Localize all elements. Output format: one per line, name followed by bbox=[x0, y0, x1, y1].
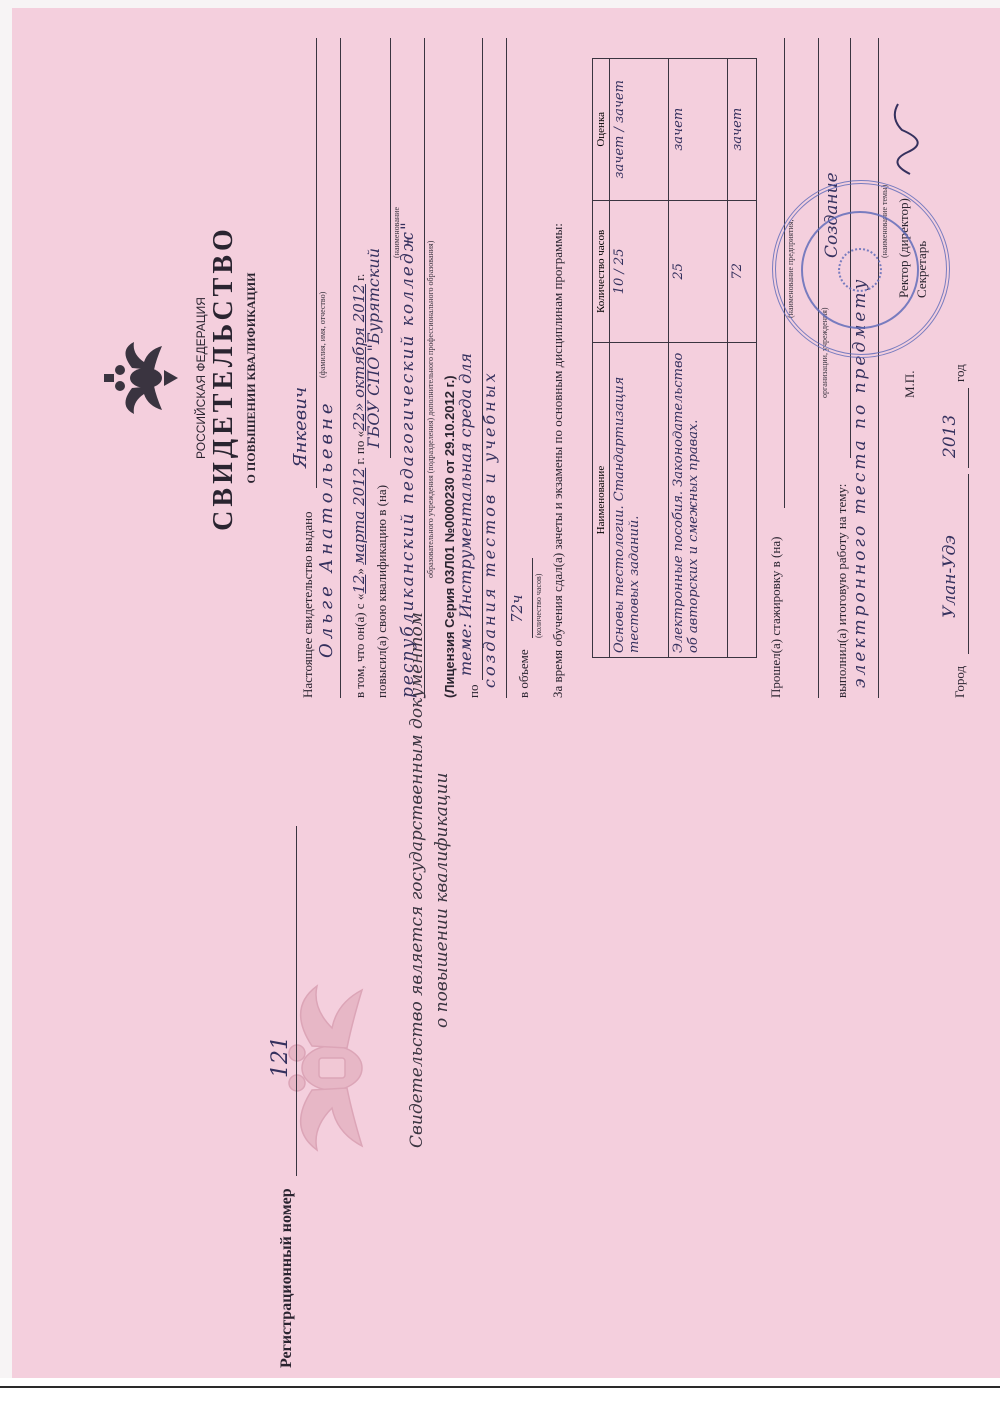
registration bbox=[268, 808, 314, 1368]
institution-part2: республиканский педагогический колледж" bbox=[398, 220, 418, 698]
discipline-name bbox=[728, 343, 757, 658]
city-label: Город bbox=[952, 665, 967, 698]
discipline-grade: зачет / зачет bbox=[610, 59, 669, 201]
topic-line-1: теме: Инструментальная среда для bbox=[456, 353, 475, 676]
to-day: 22 bbox=[350, 411, 368, 431]
scan-bottom-edge bbox=[0, 1378, 1000, 1414]
col-name-header: Наименование bbox=[593, 343, 610, 658]
final-work-label: выполнил(а) итоговую работу на тему: bbox=[834, 483, 849, 698]
signature-icon bbox=[880, 98, 920, 178]
discipline-grade: зачет bbox=[728, 59, 757, 201]
table-header-row bbox=[593, 59, 610, 658]
enterprise-hint: (наименование предприятия, bbox=[786, 219, 795, 318]
right-panel bbox=[194, 18, 992, 698]
discipline-name: Основы тестологии. Стандартизация тестовых заданий. bbox=[610, 343, 669, 658]
table-row bbox=[669, 59, 728, 658]
statement-line-2: о повышении квалификации bbox=[432, 772, 452, 1028]
discipline-name: Электронные пособия. Законодательство об авторских и смежных правах. bbox=[669, 343, 728, 658]
registration-number: 121 bbox=[268, 1036, 293, 1078]
table-row bbox=[728, 59, 757, 658]
discipline-hours: 10 / 25 bbox=[610, 200, 669, 343]
exams-text: За время обучения сдал(а) зачеты и экзамены по основным дисциплинам программы: bbox=[550, 223, 565, 698]
final-work-line-1: Создание bbox=[822, 172, 842, 258]
dates-prefix: в том, что он(а) с « bbox=[352, 593, 367, 698]
first-name-patronymic: Ольге Анатольевне bbox=[316, 399, 337, 658]
document-title: СВИДЕТЕЛЬСТВО bbox=[208, 225, 239, 531]
org-hint: организации, учреждения) bbox=[820, 307, 829, 398]
col-grade-header: Оценка bbox=[593, 59, 610, 201]
secretary-label: Секретарь bbox=[914, 240, 929, 298]
discipline-hours: 72 bbox=[728, 200, 757, 343]
license: (Лицензия Серия 03Л01 №0000230 от 29.10.2012 г.) bbox=[442, 375, 457, 698]
registration-label: Регистрационный номер bbox=[278, 1188, 295, 1368]
issued-to-label: Настоящее свидетельство выдано bbox=[300, 511, 315, 698]
fio-hint: (фамилия, имя, отчество) bbox=[318, 291, 327, 378]
topic-hint: (наименование темы) bbox=[880, 184, 889, 258]
discipline-grade: зачет bbox=[669, 59, 728, 201]
raised-label: повысил(а) свою квалификацию в (на) bbox=[374, 484, 389, 698]
year-suffix-1: г. по « bbox=[352, 430, 367, 465]
topic-label: по bbox=[466, 684, 481, 698]
volume-label: в объеме bbox=[516, 649, 531, 698]
coat-of-arms-icon bbox=[102, 340, 182, 416]
city-value: Улан-Удэ bbox=[940, 535, 960, 618]
mp-label: М.П. bbox=[902, 370, 917, 398]
institution-part1: ГБОУ СПО "Бурятский bbox=[364, 247, 383, 448]
discipline-hours: 25 bbox=[669, 200, 728, 343]
hours-hint: (количество часов) bbox=[534, 573, 543, 638]
year-value: 2013 bbox=[940, 414, 960, 458]
disciplines-table bbox=[592, 58, 757, 658]
rector-label: Ректор (директор) bbox=[896, 198, 911, 298]
quote-close: » bbox=[352, 568, 367, 575]
official-seal-icon bbox=[772, 180, 950, 358]
col-hours-header: Количество часов bbox=[593, 200, 610, 343]
final-work-line-2: электронного теста по предмету bbox=[850, 276, 870, 688]
table-row bbox=[610, 59, 669, 658]
surname: Янкевич bbox=[290, 386, 311, 468]
country: РОССИЙСКАЯ ФЕДЕРАЦИЯ bbox=[194, 297, 208, 459]
document-subtitle: О ПОВЫШЕНИИ КВАЛИФИКАЦИИ bbox=[244, 272, 258, 484]
topic-line-2: создания тестов и учебных bbox=[480, 370, 499, 688]
to-month-year: » октября 2012 bbox=[350, 284, 368, 412]
institution-hint: образовательного учреждения (подразделения) дополнительного профессионального образования) bbox=[426, 240, 435, 578]
internship-label: Прошел(а) стажировку в (на) bbox=[768, 536, 783, 698]
from-month-year: марта 2012 bbox=[350, 467, 368, 565]
volume-value: 72ч bbox=[508, 594, 526, 623]
name-hint: (наименование bbox=[392, 206, 401, 258]
year-label: год bbox=[952, 364, 967, 382]
from-day: 12 bbox=[350, 574, 368, 594]
certificate-sheet bbox=[12, 8, 1000, 1378]
year-suffix-2: г. bbox=[352, 273, 367, 281]
statement-line-1: Свидетельство является государственным документом bbox=[407, 612, 427, 1148]
